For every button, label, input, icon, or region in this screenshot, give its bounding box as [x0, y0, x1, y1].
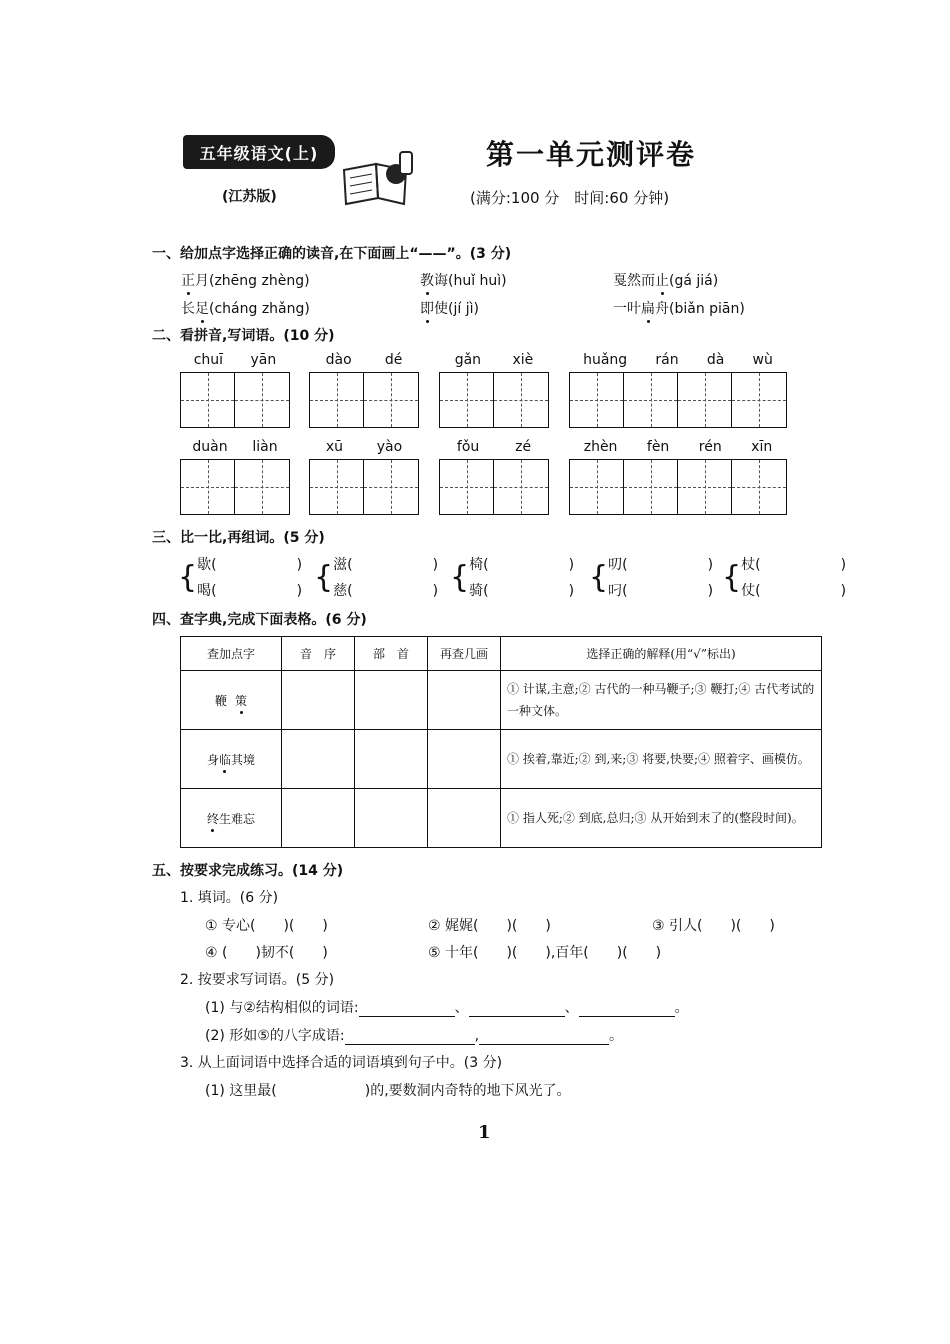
fill-item[interactable]: ⑤ 十年( )( ),百年( )( ): [428, 945, 662, 961]
page-title: 第一单元测评卷: [486, 138, 697, 171]
pinyin-group: xū yào: [309, 439, 419, 515]
fill-item[interactable]: ① 专心( )( ): [205, 918, 328, 934]
section4-heading: 四、查字典,完成下面表格。(6 分): [152, 612, 367, 628]
grade-badge: 五年级语文(上): [183, 135, 335, 169]
section2-heading: 二、看拼音,写词语。(10 分): [152, 328, 335, 344]
table-row: [181, 789, 822, 848]
reading-item: 戛然而止(gá jiá): [613, 270, 718, 290]
options-cell: ① 指人死;② 到底,总归;③ 从开始到末了的(整段时间)。: [501, 789, 822, 848]
answer-cell[interactable]: [428, 730, 501, 789]
answer-cell[interactable]: [428, 789, 501, 848]
q3-line-a: (1) 这里最( )的,要数洞内奇特的地下风光了。: [205, 1083, 571, 1099]
writing-grid[interactable]: [180, 459, 290, 515]
pinyin-group: chuī yān: [180, 352, 290, 428]
pinyin-group: zhèn fèn rén xīn: [569, 439, 787, 515]
table-row: [181, 671, 822, 730]
answer-blank[interactable]: [469, 1002, 565, 1017]
q2-line-b: (2) 形如⑤的八字成语: , 。: [205, 1028, 624, 1044]
column-header: 选择正确的解释(用“√”标出): [501, 637, 822, 671]
table-row: [181, 730, 822, 789]
q2-line-a: (1) 与②结构相似的词语: 、 、 。: [205, 1000, 689, 1016]
answer-blank[interactable]: [345, 1030, 475, 1045]
lookup-word: 鞭 策: [181, 671, 282, 730]
answer-cell[interactable]: [428, 671, 501, 730]
answer-cell[interactable]: [282, 671, 355, 730]
answer-blank[interactable]: [359, 1002, 455, 1017]
answer-cell[interactable]: [355, 671, 428, 730]
compare-pair: { 杖( ) 仗( ): [722, 557, 847, 599]
brace-icon: {: [178, 560, 198, 595]
answer-cell[interactable]: [282, 789, 355, 848]
options-cell: ① 计谋,主意;② 古代的一种马鞭子;③ 鞭打;④ 古代考试的一种文体。: [501, 671, 822, 730]
question-3: 3. 从上面词语中选择合适的词语填到句子中。(3 分): [180, 1055, 503, 1071]
compare-pair: { 叨( ) 叼( ): [589, 557, 714, 599]
writing-grid[interactable]: [309, 459, 419, 515]
column-header: 再查几画: [428, 637, 501, 671]
column-header: 部 首: [355, 637, 428, 671]
writing-grid[interactable]: [180, 372, 290, 428]
options-cell: ① 挨着,靠近;② 到,来;③ 将要,快要;④ 照着字、画模仿。: [501, 730, 822, 789]
column-header: 音 序: [282, 637, 355, 671]
brace-icon: {: [314, 560, 334, 595]
answer-cell[interactable]: [355, 789, 428, 848]
compare-pair: { 歇( ) 喝( ): [178, 557, 303, 599]
writing-grid[interactable]: [569, 372, 787, 428]
section5-heading: 五、按要求完成练习。(14 分): [152, 863, 344, 879]
compare-pair: { 滋( ) 慈( ): [314, 557, 439, 599]
pinyin-group: dào dé: [309, 352, 419, 428]
edition-label: (江苏版): [222, 189, 277, 205]
fill-item[interactable]: ② 娓娓( )( ): [428, 918, 551, 934]
table-header-row: [181, 637, 822, 671]
reading-item: 正月(zhēng zhèng): [181, 270, 310, 290]
fill-item[interactable]: ③ 引人( )( ): [652, 918, 775, 934]
lookup-word: 终生难忘: [181, 789, 282, 848]
brace-icon: {: [722, 560, 742, 595]
dictionary-table: [180, 636, 822, 848]
reading-item: 教诲(huǐ huì): [420, 270, 507, 290]
page-number: 1: [478, 1122, 491, 1143]
writing-grid[interactable]: [439, 372, 549, 428]
writing-grid[interactable]: [309, 372, 419, 428]
compare-pair: { 椅( ) 骑( ): [450, 557, 575, 599]
question-1: 1. 填词。(6 分): [180, 890, 279, 906]
answer-cell[interactable]: [355, 730, 428, 789]
pinyin-group: fǒu zé: [439, 439, 549, 515]
reading-item: 一叶扁舟(biǎn piān): [613, 298, 745, 318]
pinyin-group: duàn liàn: [180, 439, 290, 515]
section3-heading: 三、比一比,再组词。(5 分): [152, 530, 325, 546]
answer-cell[interactable]: [282, 730, 355, 789]
column-header: 查加点字: [181, 637, 282, 671]
question-2: 2. 按要求写词语。(5 分): [180, 972, 335, 988]
writing-grid[interactable]: [569, 459, 787, 515]
answer-blank[interactable]: [479, 1030, 609, 1045]
answer-blank[interactable]: [579, 1002, 675, 1017]
brace-icon: {: [450, 560, 470, 595]
brace-icon: {: [589, 560, 609, 595]
writing-grid[interactable]: [439, 459, 549, 515]
pinyin-group: huǎng rán dà wù: [569, 352, 787, 428]
lookup-word: 身临其境: [181, 730, 282, 789]
fill-item[interactable]: ④ ( )韧不( ): [205, 945, 328, 961]
pinyin-group: gǎn xiè: [439, 352, 549, 428]
reading-item: 即使(jí jì): [420, 298, 479, 318]
exam-meta: (满分:100 分 时间:60 分钟): [470, 189, 670, 207]
section1-heading: 一、给加点字选择正确的读音,在下面画上“——”。(3 分): [152, 246, 512, 262]
book-icon: [340, 150, 420, 210]
reading-item: 长足(cháng zhǎng): [181, 298, 310, 318]
